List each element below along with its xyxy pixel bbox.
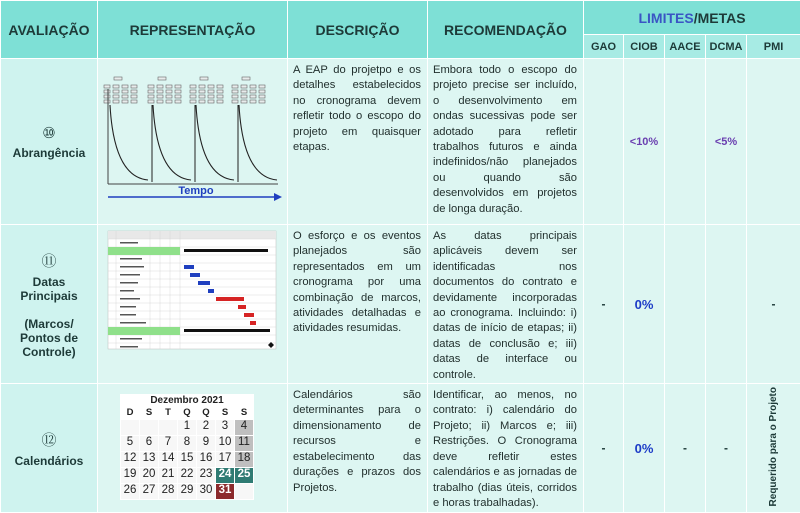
calendar-day: 7 (159, 436, 178, 452)
calendar-day (235, 484, 254, 500)
header-recomendacao: RECOMENDAÇÃO (428, 1, 584, 59)
table-row (1, 59, 800, 225)
meta-ciob: <10% (624, 59, 665, 225)
gantt-chart-image (98, 225, 288, 371)
calendar-day-holiday: 25 (235, 468, 254, 484)
row-number: ⑩ (1, 124, 97, 142)
calendar-day: 21 (159, 468, 178, 484)
row-title-line: (Marcos/ (24, 317, 73, 331)
row-title-line: Principais (20, 289, 77, 303)
header-representacao: REPRESENTAÇÃO (98, 1, 288, 59)
calendar-day: 1 (178, 420, 197, 436)
weekday-label: S (235, 407, 254, 420)
calendar-day (140, 420, 159, 436)
row-title: Abrangência (13, 146, 86, 160)
calendar-day: 22 (178, 468, 197, 484)
table-row (1, 384, 800, 513)
row-label (1, 384, 98, 513)
row-title-line: Pontos de (20, 331, 78, 345)
calendar-day: 12 (121, 452, 140, 468)
calendar-day (121, 420, 140, 436)
meta-dcma: <5% (706, 59, 747, 225)
weekday-label: Q (197, 407, 216, 420)
calendar-day: 14 (159, 452, 178, 468)
header-descricao: DESCRIÇÃO (288, 1, 428, 59)
col-pmi: PMI (747, 35, 800, 59)
scope-chart (98, 59, 288, 225)
row-title-line: Controle) (22, 345, 75, 359)
calendar-day: 13 (140, 452, 159, 468)
header-limites: LIMITES (638, 10, 693, 26)
meta-ciob: 0% (624, 384, 665, 513)
calendar-day: 2 (197, 420, 216, 436)
calendar-day: 27 (140, 484, 159, 500)
calendar-day: 9 (197, 436, 216, 452)
row-title: Calendários (15, 454, 84, 468)
row-number: ⑪ (1, 250, 97, 271)
gantt-thumbnail (98, 225, 288, 384)
meta-gao (584, 59, 624, 225)
weekday-label: D (121, 407, 140, 420)
col-ciob: CIOB (624, 35, 665, 59)
calendar-day-highlight: 31 (216, 484, 235, 500)
calendar (120, 394, 254, 500)
meta-pmi-text: Requerido para o Projeto (768, 387, 779, 506)
calendar-day: 15 (178, 452, 197, 468)
meta-pmi: - (747, 225, 800, 384)
col-aace: AACE (665, 35, 706, 59)
col-dcma: DCMA (706, 35, 747, 59)
calendar-day: 19 (121, 468, 140, 484)
meta-pmi (747, 59, 800, 225)
row-label (1, 59, 98, 225)
descricao-text: A EAP do projetpo e os detalhes estabelecidos no cronograma devem refletir todo o escopo do projeto em quaisquer etapas. (288, 59, 428, 225)
meta-aace (665, 225, 706, 384)
weekday-label: T (159, 407, 178, 420)
meta-pmi (747, 384, 800, 513)
meta-gao: - (584, 384, 624, 513)
calendar-day (159, 420, 178, 436)
header-limites-metas (584, 1, 800, 35)
row-number: ⑫ (1, 429, 97, 450)
recomendacao-text: Embora todo o escopo do projeto precise ser incluído, o desenvolvimento em ondas sucessivas pode ser adotado para refletir trabalhos futuros e ainda indefinidos/não planejados ou quando são desenvolvidos em projetos de longa duração. (428, 59, 584, 225)
calendar-day: 18 (235, 452, 254, 468)
calendar-day: 28 (159, 484, 178, 500)
calendar-day: 30 (197, 484, 216, 500)
meta-aace (665, 59, 706, 225)
col-gao: GAO (584, 35, 624, 59)
calendar-day: 26 (121, 484, 140, 500)
row-label (1, 225, 98, 384)
calendar-day: 23 (197, 468, 216, 484)
recomendacao-text: As datas principais aplicáveis devem ser identificadas nos documentos do contrato e devidamente incorporadas ao cronograma. Incluindo: i) datas de início de etapas; ii) datas de conclusão e; iii) datas de interface ou controle. (428, 225, 584, 384)
calendar-day: 16 (197, 452, 216, 468)
meta-gao: - (584, 225, 624, 384)
calendar-title: Dezembro 2021 (121, 395, 254, 407)
weekday-label: Q (178, 407, 197, 420)
calendar-day: 6 (140, 436, 159, 452)
header-avaliacao: AVALIAÇÃO (1, 1, 98, 59)
calendar-day: 29 (178, 484, 197, 500)
table-row (1, 225, 800, 384)
calendar-day: 4 (235, 420, 254, 436)
row-title-line: Datas (33, 275, 66, 289)
header-metas: /METAS (694, 10, 746, 26)
meta-aace: - (665, 384, 706, 513)
weekday-label: S (140, 407, 159, 420)
calendar-panel (98, 384, 288, 513)
calendar-day: 20 (140, 468, 159, 484)
time-axis-label: Tempo (178, 185, 214, 197)
descricao-text: O esforço e os eventos planejados são representados em um cronograma por uma combinação de marcos, atividades detalhadas e atividades resumidas. (288, 225, 428, 384)
calendar-day: 11 (235, 436, 254, 452)
recomendacao-text: Identificar, ao menos, no contrato: i) calendário do Projeto; ii) Marcos e; iii) Restrições. O Cronograma deve refletir estes calendários e as jornadas de trabalho (dias úteis, corridos e horas trabalhadas). (428, 384, 584, 513)
calendar-day: 17 (216, 452, 235, 468)
meta-ciob: 0% (624, 225, 665, 384)
calendar-day: 3 (216, 420, 235, 436)
meta-dcma: - (706, 384, 747, 513)
calendar-day: 8 (178, 436, 197, 452)
calendar-day-holiday: 24 (216, 468, 235, 484)
meta-dcma (706, 225, 747, 384)
decay-curves-diagram (98, 59, 288, 219)
descricao-text: Calendários são determinantes para o dimensionamento de recursos e estabelecimento das durações e prazos dos Projetos. (288, 384, 428, 513)
calendar-day: 10 (216, 436, 235, 452)
weekday-label: S (216, 407, 235, 420)
calendar-day: 5 (121, 436, 140, 452)
